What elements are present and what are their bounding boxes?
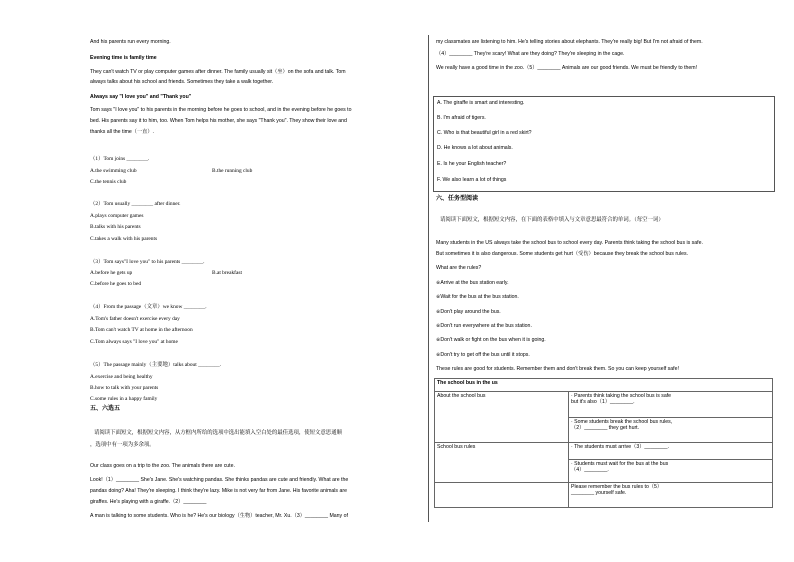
option-item: B. I'm afraid of tigers. xyxy=(437,115,486,121)
option-item: F. We also learn a lot of things xyxy=(437,177,507,183)
passage-line: pandas doing? Aha! They're sleeping. I think they're lazy. Mike is not very far from Jane. His favorite animals are xyxy=(90,488,347,494)
section-instructions: 请阅读下面短文，根据短文内容，在下面的表格中填入与文章意思最符合的单词。（每空一词） xyxy=(440,217,664,223)
table-cell-empty xyxy=(435,483,569,508)
table-row-label: School bus rules xyxy=(435,443,569,483)
subheading: Evening time is family time xyxy=(90,55,157,61)
table-cell xyxy=(569,443,773,460)
table-cell xyxy=(569,483,773,508)
table-cell xyxy=(569,392,773,418)
passage-line: What are the rules? xyxy=(436,265,482,271)
text-line: bed. His parents say it to him, too. When Tom helps his mother, she says "Thank you". They show their love and xyxy=(90,118,347,124)
table-row-label: About the school bus xyxy=(435,392,569,443)
option-b: B.how to talk with your parents xyxy=(90,385,159,391)
table-caption: The school bus in the us xyxy=(435,379,773,392)
section-title: 六、任务型阅读 xyxy=(436,196,479,202)
option-item: D. He knows a lot about animals. xyxy=(437,145,513,151)
passage-line: We really have a good time in the zoo.（5）________ Animals are our good friends. We must be friendly to them! xyxy=(436,65,698,71)
cell-line: · Students must wait for the bus at the bus xyxy=(571,461,669,467)
option-item: C. Who is that beautiful girl in a red skirt? xyxy=(437,130,532,136)
cell-line: （4）________. xyxy=(571,467,609,474)
rule-item: ※Don't run everywhere at the bus station. xyxy=(436,323,532,329)
option-a: A.before he gets up xyxy=(90,270,133,276)
passage-line: A man is talking to some students. Who is he? He's our biology（生物）teacher, Mr. Xu.（3）________ Many of xyxy=(90,513,348,519)
section-instructions: 请阅读下面短文，根据短文内容，从方框内所给的选项中选出能填入空白处的最佳选项，使短文意思通顺 xyxy=(94,430,342,436)
option-c: C.some rules in a happy family xyxy=(90,396,158,402)
option-b: B.at breakfast xyxy=(212,270,242,276)
rule-item: ※Wait for the bus at the bus station. xyxy=(436,294,519,300)
passage-line: These rules are good for students. Remember them and don't break them. So you can keep yourself safe! xyxy=(436,366,679,372)
option-a: A.exercise and being healthy xyxy=(90,374,153,380)
option-c: C.Tom always says "I love you" at home xyxy=(90,339,178,345)
cell-line: ________ yourself safe. xyxy=(571,490,627,497)
question-stem: （2）Tom usually ________ after dinner. xyxy=(90,201,181,207)
cell-line: Please remember the bus rules to（5） xyxy=(571,484,663,490)
cell-line: · The students must arrive（3）________. xyxy=(571,444,669,450)
question-stem: （1）Tom joins ________. xyxy=(90,156,150,162)
text-line: always talks about his school and friends. Sometimes they take a walk together. xyxy=(90,79,274,85)
rule-item: ※Don't walk or fight on the bus when it is going. xyxy=(436,337,546,343)
cell-line: but it's also（1）________. xyxy=(571,399,635,406)
cell-line: （2）________ they get hurt. xyxy=(571,424,640,431)
question-stem: （4）From the passage（文章）we know ________. xyxy=(90,304,207,310)
rule-item: ※Arrive at the bus station early. xyxy=(436,280,509,286)
cell-line: · Parents think taking the school bus is safe xyxy=(571,393,672,399)
text-line: thanks all the time（一直）. xyxy=(90,129,155,135)
passage-line: Our class goes on a trip to the zoo. The animals there are cute. xyxy=(90,463,235,469)
question-stem: （3）Tom says"I love you" to his parents ________. xyxy=(90,259,205,265)
text-line: Tom says "I love you" to his parents in the morning before he goes to school, and in the evening before he goes to xyxy=(90,107,352,113)
passage-line: Look!（1）________ She's Jane. She's watching pandas. She thinks pandas are cute and friendly. What are the xyxy=(90,477,349,483)
option-a: A.Tom's father doesn't exercise every day xyxy=(90,316,180,322)
option-item: E. Is he your English teacher? xyxy=(437,161,507,167)
option-b: B.Tom can't watch TV at home in the afternoon xyxy=(90,327,193,333)
passage-line: （4）________ They're scary! What are they doing? They're sleeping in the cage. xyxy=(436,51,625,57)
option-b: B.talks with his parents xyxy=(90,224,141,230)
rule-item: ※Don't play around the bus. xyxy=(436,309,501,315)
option-c: C.takes a walk with his parents xyxy=(90,236,158,242)
option-b: B.the running club xyxy=(212,168,253,174)
subheading: Always say "I love you" and "Thank you" xyxy=(90,94,192,100)
passage-line: my classmates are listening to him. He's telling stories about elephants. They're really big! But I'm not afraid of them. xyxy=(436,39,703,45)
option-c: C.before he goes to bed xyxy=(90,281,142,287)
text-line: And his parents run every morning. xyxy=(90,39,171,45)
option-a: A.plays computer games xyxy=(90,213,144,219)
option-c: C.the tennis club xyxy=(90,179,127,185)
passage-line: giraffes. He's playing with a giraffe.（2）________ xyxy=(90,499,207,505)
section-instructions: ，选项中有一项为多余项。 xyxy=(90,442,155,448)
rule-item: ※Don't try to get off the bus until it stops. xyxy=(436,352,530,358)
option-a: A.the swimming club xyxy=(90,168,137,174)
school-bus-table xyxy=(434,378,773,508)
table-cell xyxy=(569,460,773,483)
question-stem: （5）The passage mainly（主要地）talks about ________. xyxy=(90,362,222,368)
section-title: 五、六选五 xyxy=(90,406,121,412)
cell-line: · Some students break the school bus rules, xyxy=(571,418,673,425)
option-item: A. The giraffe is smart and interesting. xyxy=(437,100,525,106)
passage-line: But sometimes it is also dangerous. Some students get hurt（受伤）because they break the school bus rules. xyxy=(436,251,689,257)
passage-line: Many students in the US always take the school bus to school every day. Parents think taking the school bus is safe. xyxy=(436,240,703,246)
table-cell xyxy=(569,417,773,443)
column-divider xyxy=(428,35,429,522)
text-line: They can't watch TV or play computer games after dinner. The family usually sit（坐）on the sofa and talk. Tom xyxy=(90,69,346,75)
